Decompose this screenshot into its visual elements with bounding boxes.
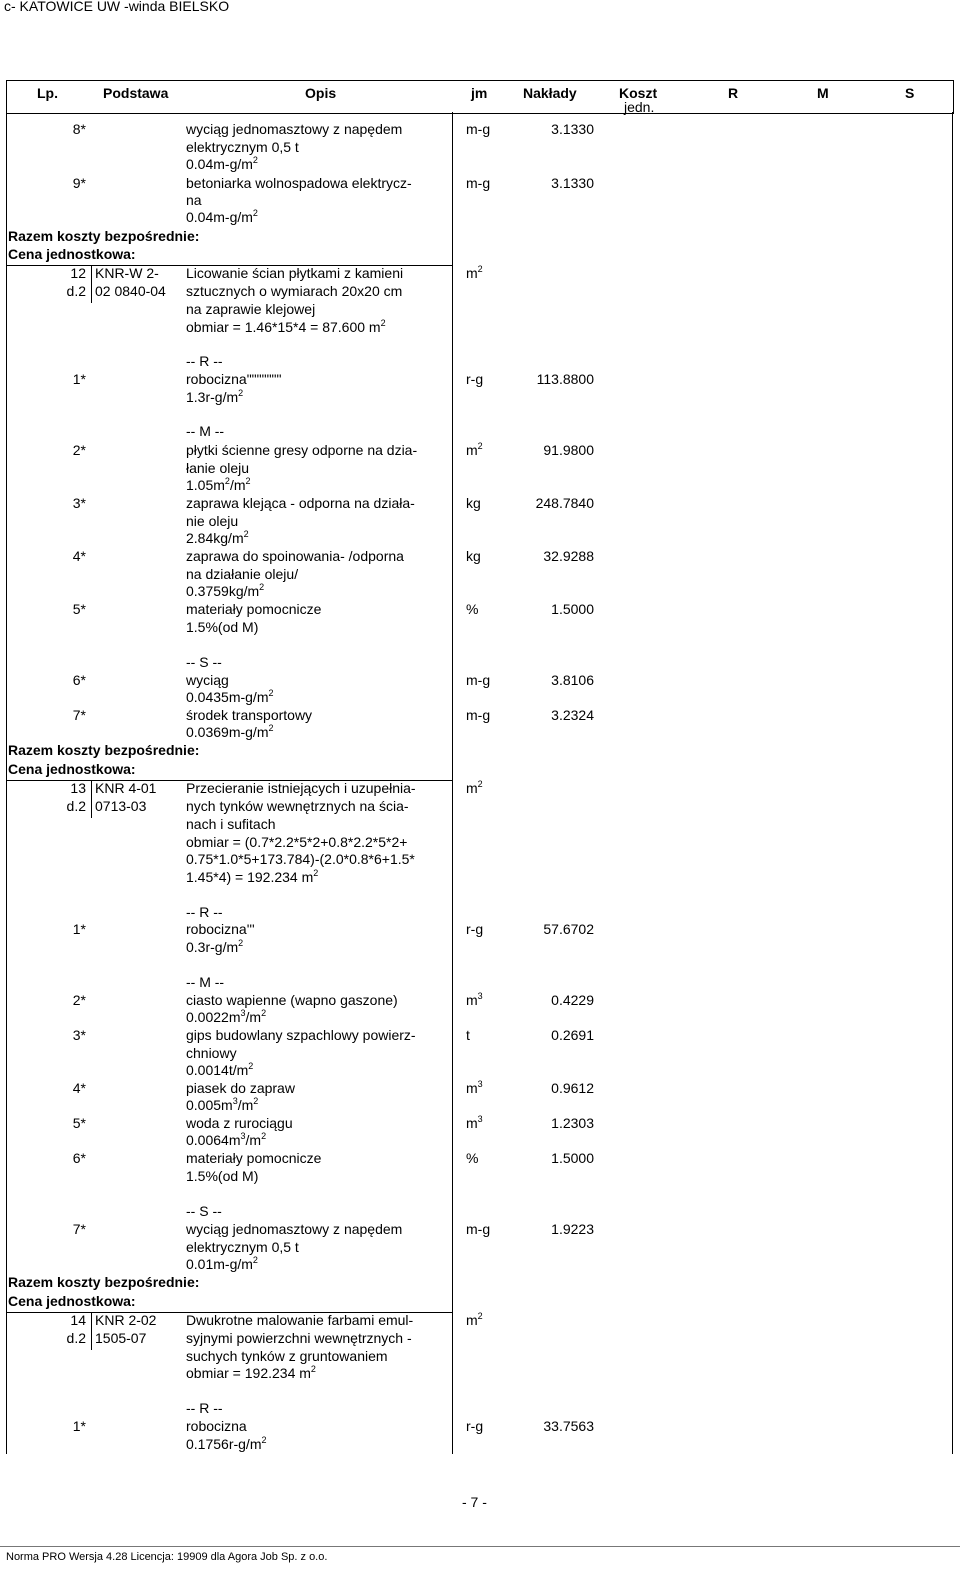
row-naklady: 33.7563 <box>543 1418 594 1434</box>
header-opis: Opis <box>305 85 337 101</box>
row-lp: 7* <box>72 707 86 723</box>
row-naklady: 91.9800 <box>543 442 594 458</box>
row-opis: Dwukrotne malowanie farbami emul- <box>186 1312 414 1328</box>
grid-line <box>91 781 92 818</box>
row-podstawa: KNR-W 2- <box>95 265 159 281</box>
row-jm: r-g <box>466 921 484 937</box>
row-lp: 3* <box>72 1027 86 1043</box>
row-lp: 14 <box>70 1312 86 1328</box>
row-opis: $0.1756r-g/m^2$ <box>186 1435 267 1452</box>
row-naklady: 3.8106 <box>551 672 594 688</box>
row-lp: 5* <box>72 601 86 617</box>
row-opis: łanie oleju <box>186 460 250 476</box>
section-summary-label: Razem koszty bezpośrednie: <box>8 228 200 244</box>
row-opis: -- R -- <box>186 904 223 920</box>
row-podstawa: 02 0840-04 <box>95 283 166 299</box>
row-jm: m-g <box>466 1221 491 1237</box>
row-podstawa: KNR 2-02 <box>95 1312 157 1328</box>
row-opis: $0.04m-g/m^2$ <box>186 208 258 225</box>
row-naklady: 3.2324 <box>551 707 594 723</box>
row-jm: m-g <box>466 175 491 191</box>
row-lp: 1* <box>72 921 86 937</box>
section-summary-label: Cena jednostkowa: <box>8 761 136 777</box>
row-opis: nach i sufitach <box>186 816 276 832</box>
row-opis: -- S -- <box>186 654 222 670</box>
row-lp: 1* <box>72 1418 86 1434</box>
row-podstawa: 0713-03 <box>95 798 147 814</box>
row-opis: zaprawa do spoinowania- /odporna <box>186 548 404 564</box>
row-naklady: 248.7840 <box>535 495 594 511</box>
row-opis: materiały pomocnicze <box>186 601 322 617</box>
header-podstawa: Podstawa <box>103 85 169 101</box>
row-jm: % <box>466 601 479 617</box>
row-opis: syjnymi powierzchni wewnętrznych - <box>186 1330 412 1346</box>
header-naklady: Nakłady <box>523 85 577 101</box>
row-jm: r-g <box>466 1418 484 1434</box>
grid-line <box>91 1313 92 1350</box>
row-opis: zaprawa klejąca - odporna na działa- <box>186 495 415 511</box>
row-jm: t <box>466 1027 470 1043</box>
row-jm: $m^2$ <box>466 264 483 281</box>
row-opis: 1.5%(od M) <box>186 1168 259 1184</box>
row-naklady: 113.8800 <box>536 371 594 387</box>
row-opis: obmiar = (0.7*2.2*5*2+0.8*2.2*5*2+ <box>186 834 408 850</box>
row-opis: nie oleju <box>186 513 239 529</box>
grid-line <box>452 112 453 1454</box>
row-opis: $0.0022m^3/m^2$ <box>186 1008 267 1025</box>
header-koszt: Koszt <box>619 85 658 101</box>
row-opis: Przecieranie istniejących i uzupełnia- <box>186 780 416 796</box>
row-opis: obmiar = 192.234 $m^2$ <box>186 1364 316 1381</box>
row-opis: obmiar = 1.46*15*4 = 87.600 $m^2$ <box>186 318 386 335</box>
row-jm: % <box>466 1150 479 1166</box>
row-opis: $0.005m^3/m^2$ <box>186 1096 259 1113</box>
row-jm: $m^3$ <box>466 991 483 1008</box>
row-lp: 4* <box>72 548 86 564</box>
row-opis: materiały pomocnicze <box>186 1150 322 1166</box>
row-opis: -- S -- <box>186 1203 222 1219</box>
grid-line <box>6 112 7 1454</box>
row-lp: 12 <box>70 265 86 281</box>
row-opis: nych tynków wewnętrznych na ścia- <box>186 798 409 814</box>
row-opis: $0.0435m-g/m^2$ <box>186 688 274 705</box>
row-opis: na zaprawie klejowej <box>186 301 316 317</box>
row-opis: ciasto wapienne (wapno gaszone) <box>186 992 398 1008</box>
row-jm: kg <box>466 548 481 564</box>
row-opis: 1.5%(od M) <box>186 619 259 635</box>
row-lp: d.2 <box>66 283 86 299</box>
document-title: c- KATOWICE UW -winda BIELSKO <box>4 0 230 14</box>
row-opis: wyciąg <box>186 672 229 688</box>
row-opis: $1.3r-g/m^2$ <box>186 388 244 405</box>
row-opis: piasek do zapraw <box>186 1080 295 1096</box>
row-opis: -- M -- <box>186 974 225 990</box>
row-opis: gips budowlany szpachlowy powierz- <box>186 1027 416 1043</box>
row-lp: 3* <box>72 495 86 511</box>
row-opis: -- R -- <box>186 1400 223 1416</box>
row-jm: $m^2$ <box>466 441 483 458</box>
row-opis: $2.84kg/m^2$ <box>186 529 249 546</box>
row-lp: 6* <box>72 1150 86 1166</box>
row-opis: woda z rurociągu <box>186 1115 293 1131</box>
row-opis: robocizna''' <box>186 921 255 937</box>
row-opis: 1.45*4) = 192.234 $m^2$ <box>186 868 319 885</box>
header-jm: jm <box>471 85 488 101</box>
grid-line <box>91 266 92 303</box>
row-opis: robocizna""""""" <box>186 371 282 387</box>
row-lp: 2* <box>72 992 86 1008</box>
header-r: R <box>728 85 739 101</box>
row-opis: wyciąg jednomasztowy z napędem <box>186 1221 403 1237</box>
row-naklady: 3.1330 <box>551 121 594 137</box>
row-jm: m-g <box>466 121 491 137</box>
header-lp: Lp. <box>37 85 58 101</box>
row-naklady: 3.1330 <box>551 175 594 191</box>
row-opis: $0.01m-g/m^2$ <box>186 1255 258 1272</box>
row-naklady: 1.5000 <box>551 1150 594 1166</box>
row-opis: suchych tynków z gruntowaniem <box>186 1348 388 1364</box>
row-opis: betoniarka wolnospadowa elektrycz- <box>186 175 412 191</box>
row-naklady: 0.9612 <box>551 1080 594 1096</box>
row-opis: $0.0064m^3/m^2$ <box>186 1131 267 1148</box>
section-summary-label: Cena jednostkowa: <box>8 246 136 262</box>
header-m: M <box>817 85 829 101</box>
row-opis: $0.3759kg/m^2$ <box>186 582 265 599</box>
row-lp: 9* <box>72 175 86 191</box>
row-opis: wyciąg jednomasztowy z napędem <box>186 121 403 137</box>
footer-divider <box>0 1546 960 1547</box>
row-podstawa: 1505-07 <box>95 1330 147 1346</box>
row-opis: $0.0014t/m^2$ <box>186 1061 254 1078</box>
row-jm: $m^3$ <box>466 1079 483 1096</box>
row-naklady: 1.9223 <box>551 1221 594 1237</box>
row-lp: d.2 <box>66 1330 86 1346</box>
row-lp: 13 <box>70 780 86 796</box>
row-jm: $m^2$ <box>466 1311 483 1328</box>
row-opis: robocizna <box>186 1418 247 1434</box>
row-opis: płytki ścienne gresy odporne na dzia- <box>186 442 418 458</box>
row-opis: Licowanie ścian płytkami z kamieni <box>186 265 404 281</box>
row-lp: 1* <box>72 371 86 387</box>
row-opis: -- M -- <box>186 423 225 439</box>
row-opis: $0.0369m-g/m^2$ <box>186 723 274 740</box>
row-lp: 8* <box>72 121 86 137</box>
row-opis: sztucznych o wymiarach 20x20 cm <box>186 283 403 299</box>
row-naklady: 1.2303 <box>551 1115 594 1131</box>
header-koszt-jedn: jedn. <box>624 99 655 115</box>
table-header <box>6 80 954 114</box>
row-naklady: 57.6702 <box>543 921 594 937</box>
section-summary-label: Cena jednostkowa: <box>8 1293 136 1309</box>
row-opis: $0.3r-g/m^2$ <box>186 938 244 955</box>
row-podstawa: KNR 4-01 <box>95 780 157 796</box>
header-s: S <box>905 85 915 101</box>
row-jm: $m^3$ <box>466 1114 483 1131</box>
grid-line <box>952 112 953 1454</box>
row-lp: 5* <box>72 1115 86 1131</box>
row-naklady: 32.9288 <box>543 548 594 564</box>
row-lp: 4* <box>72 1080 86 1096</box>
row-opis: $1.05m^2/m^2$ <box>186 476 251 493</box>
row-lp: 6* <box>72 672 86 688</box>
section-summary-label: Razem koszty bezpośrednie: <box>8 742 200 758</box>
row-opis: elektrycznym 0,5 t <box>186 139 299 155</box>
row-opis: elektrycznym 0,5 t <box>186 1239 299 1255</box>
row-opis: środek transportowy <box>186 707 313 723</box>
row-jm: kg <box>466 495 481 511</box>
row-jm: $m^2$ <box>466 779 483 796</box>
row-opis: $0.04m-g/m^2$ <box>186 155 258 172</box>
footer-license: Norma PRO Wersja 4.28 Licencja: 19909 dla Agora Job Sp. z o.o. <box>6 1551 328 1563</box>
row-lp: d.2 <box>66 798 86 814</box>
row-opis: chniowy <box>186 1045 237 1061</box>
section-summary-label: Razem koszty bezpośrednie: <box>8 1274 200 1290</box>
row-jm: m-g <box>466 672 491 688</box>
row-jm: r-g <box>466 371 484 387</box>
row-jm: m-g <box>466 707 491 723</box>
row-opis: 0.75*1.0*5+173.784)-(2.0*0.8*6+1.5* <box>186 851 415 867</box>
row-naklady: 1.5000 <box>551 601 594 617</box>
row-naklady: 0.2691 <box>551 1027 594 1043</box>
row-opis: -- R -- <box>186 353 223 369</box>
row-lp: 7* <box>72 1221 86 1237</box>
page-number: - 7 - <box>462 1494 487 1510</box>
row-opis: na <box>186 192 202 208</box>
row-lp: 2* <box>72 442 86 458</box>
row-naklady: 0.4229 <box>551 992 594 1008</box>
row-opis: na działanie oleju/ <box>186 566 299 582</box>
